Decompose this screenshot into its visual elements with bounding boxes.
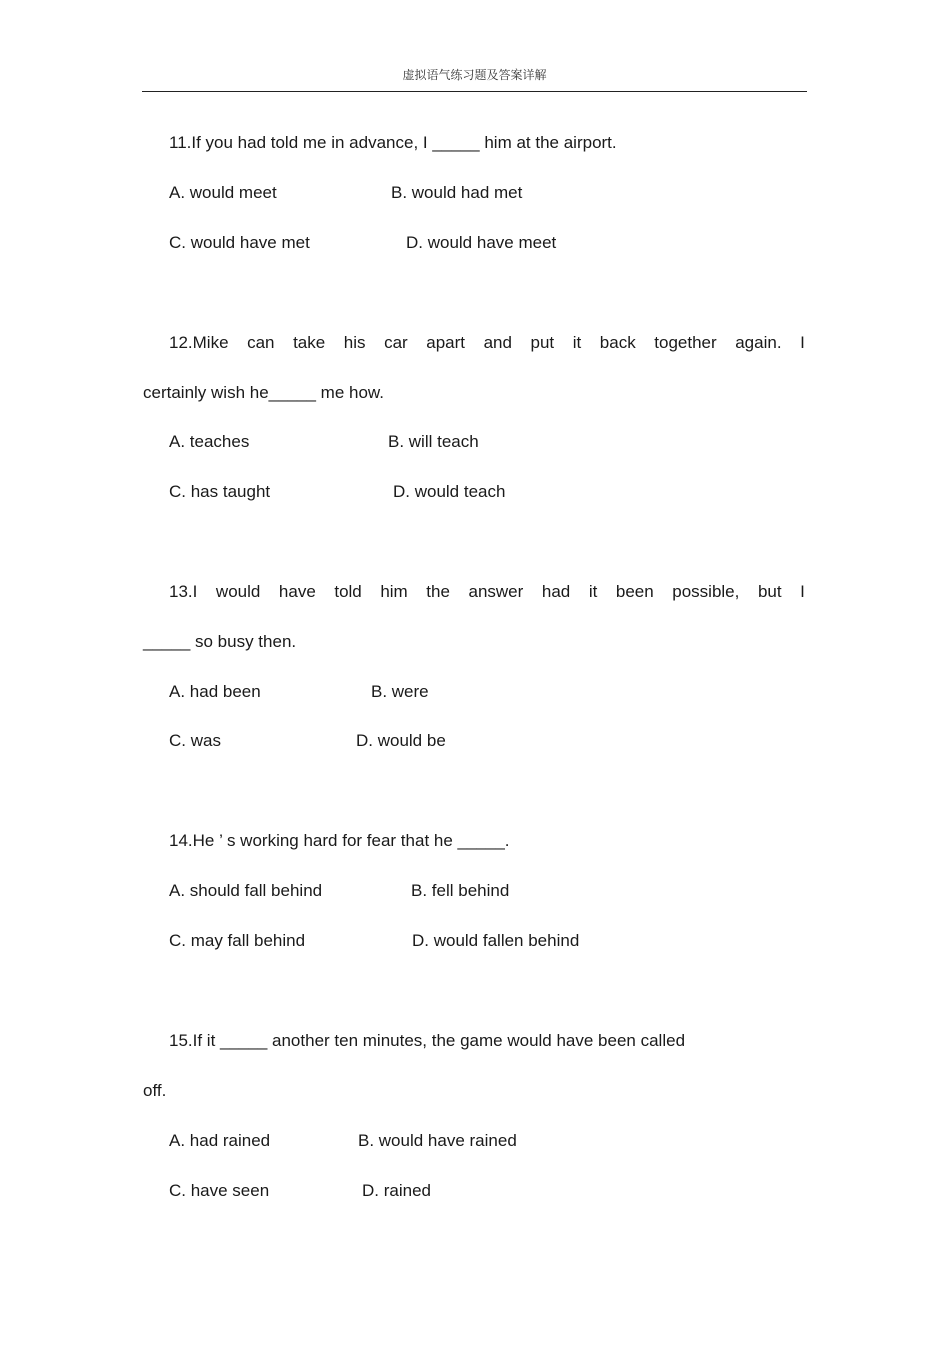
question-13-text: 13.I would have told him the answer had it been possible, but I: [169, 582, 805, 601]
question-15-option-b: B. would have rained: [358, 1131, 517, 1150]
question-13-option-b: B. were: [371, 682, 429, 701]
question-13-option-d: D. would be: [356, 731, 446, 750]
page-header: 虚拟语气练习题及答案详解: [402, 68, 547, 82]
header-divider: [142, 91, 807, 92]
question-14-option-c: C. may fall behind: [169, 931, 306, 950]
question-14-text: 14.He ’ s working hard for fear that he _____.: [169, 831, 510, 850]
question-13-continuation: _____ so busy then.: [143, 632, 297, 651]
question-14-option-a: A. should fall behind: [169, 881, 323, 900]
question-11-option-a: A. would meet: [169, 183, 277, 202]
question-11-text: 11.If you had told me in advance, I _____ him at the airport.: [169, 133, 617, 152]
question-12-continuation: certainly wish he_____ me how.: [143, 383, 384, 402]
question-15-continuation: off.: [143, 1081, 167, 1100]
question-11-option-d: D. would have meet: [406, 233, 557, 252]
question-11-option-c: C. would have met: [169, 233, 310, 252]
question-12-option-c: C. has taught: [169, 482, 271, 501]
question-12-option-d: D. would teach: [393, 482, 506, 501]
question-12-option-a: A. teaches: [169, 432, 250, 451]
question-15-text: 15.If it _____ another ten minutes, the game would have been called: [169, 1031, 686, 1050]
question-15-option-d: D. rained: [362, 1181, 431, 1200]
question-13-option-c: C. was: [169, 731, 221, 750]
question-14-option-d: D. would fallen behind: [412, 931, 580, 950]
question-14-option-b: B. fell behind: [411, 881, 510, 900]
question-12-text: 12.Mike can take his car apart and put it back together again. I: [169, 333, 805, 352]
question-15-option-c: C. have seen: [169, 1181, 270, 1200]
question-15-option-a: A. had rained: [169, 1131, 271, 1150]
question-13-option-a: A. had been: [169, 682, 261, 701]
question-12-option-b: B. will teach: [388, 432, 479, 451]
question-11-option-b: B. would had met: [391, 183, 523, 202]
